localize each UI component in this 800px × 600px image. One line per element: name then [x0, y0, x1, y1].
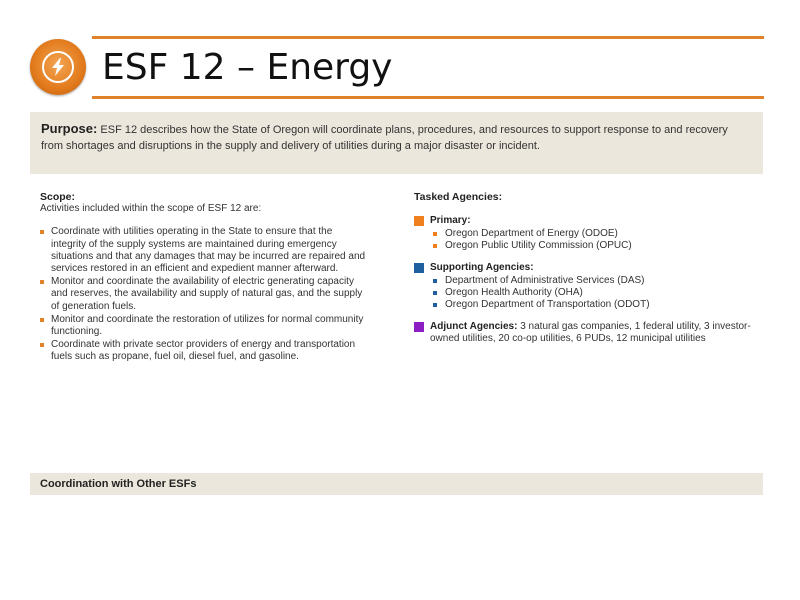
primary-title: Primary:: [430, 215, 471, 226]
primary-item-text: Oregon Public Utility Commission (OPUC): [445, 240, 632, 251]
bullet-marker: [40, 230, 44, 234]
purpose-label: Purpose:: [41, 121, 98, 136]
scope-item-text: Monitor and coordinate the availability of electric generating capacity and reserves, the availability and supply of natural gas, and the supply of generation fuels.: [51, 276, 363, 312]
scope-item: [40, 276, 370, 313]
esf-logo: [30, 39, 86, 95]
primary-square-icon: [414, 216, 424, 226]
scope-section: [40, 191, 370, 365]
adjunct-text: 3 natural gas companies, 1 federal utility, 3 investor-owned utilities, 20 co-op utilities, 6 PUDs, 12 municipal utilities: [430, 321, 751, 344]
bullet-marker: [433, 303, 437, 307]
coordination-band: [30, 473, 763, 495]
primary-item: [433, 240, 759, 252]
bullet-marker: [433, 291, 437, 295]
scope-item-text: Monitor and coordinate the restoration of utilizes for normal community functioning.: [51, 313, 364, 338]
scope-item: [40, 339, 370, 363]
primary-list: [433, 228, 759, 252]
tasked-agencies-section: [414, 191, 759, 355]
primary-agencies-group: [414, 215, 759, 252]
purpose-text: ESF 12 describes how the State of Oregon will coordinate plans, procedures, and resources to support response to and recovery from shortages and disruptions in the supply and delivery of utilities during a major disaster or incident.: [41, 124, 728, 152]
scope-item-text: Coordinate with private sector providers of energy and transportation fuels such as propane, fuel oil, diesel fuel, and gasoline.: [51, 339, 356, 363]
adjunct-title: Adjunct Agencies:: [430, 321, 518, 332]
bullet-marker: [433, 279, 437, 283]
bullet-marker: [40, 280, 44, 284]
purpose-band: [30, 112, 763, 174]
adjunct-paragraph: [430, 321, 759, 345]
scope-item: [40, 314, 370, 338]
primary-item-text: Oregon Department of Energy (ODOE): [445, 228, 618, 239]
scope-intro: Activities included within the scope of ESF 12 are:: [40, 203, 262, 215]
supporting-item-text: Department of Administrative Services (DAS): [445, 275, 645, 286]
adjunct-square-icon: [414, 322, 424, 332]
bullet-marker: [433, 232, 437, 236]
supporting-item: [433, 299, 759, 311]
header-bottom-rule: [92, 96, 764, 99]
scope-item: [40, 226, 370, 275]
supporting-item: [433, 275, 759, 287]
bullet-marker: [40, 318, 44, 322]
scope-heading: Scope:: [40, 191, 76, 203]
lightning-bolt-icon: [42, 51, 74, 83]
supporting-list: [433, 275, 759, 311]
supporting-agencies-group: [414, 262, 759, 311]
bullet-marker: [433, 244, 437, 248]
coordination-heading: Coordination with Other ESFs: [40, 478, 197, 490]
supporting-item-text: Oregon Department of Transportation (ODOT): [445, 299, 650, 310]
supporting-square-icon: [414, 263, 424, 273]
header-top-rule: [92, 36, 764, 39]
page-title: ESF 12 – Energy: [102, 47, 393, 88]
tasked-heading: Tasked Agencies:: [414, 191, 503, 203]
scope-item-text: Coordinate with utilities operating in the State to ensure that the integrity of the supply systems are maintained during emergency situations and that any damages that may be incurred are repaired and services restored in an efficient and expedient manner afterward.: [51, 226, 366, 275]
scope-list: [40, 226, 370, 363]
supporting-title: Supporting Agencies:: [430, 262, 534, 273]
supporting-item-text: Oregon Health Authority (OHA): [445, 287, 583, 298]
primary-item: [433, 228, 759, 240]
bullet-marker: [40, 343, 44, 347]
adjunct-agencies-group: [414, 321, 759, 345]
supporting-item: [433, 287, 759, 299]
